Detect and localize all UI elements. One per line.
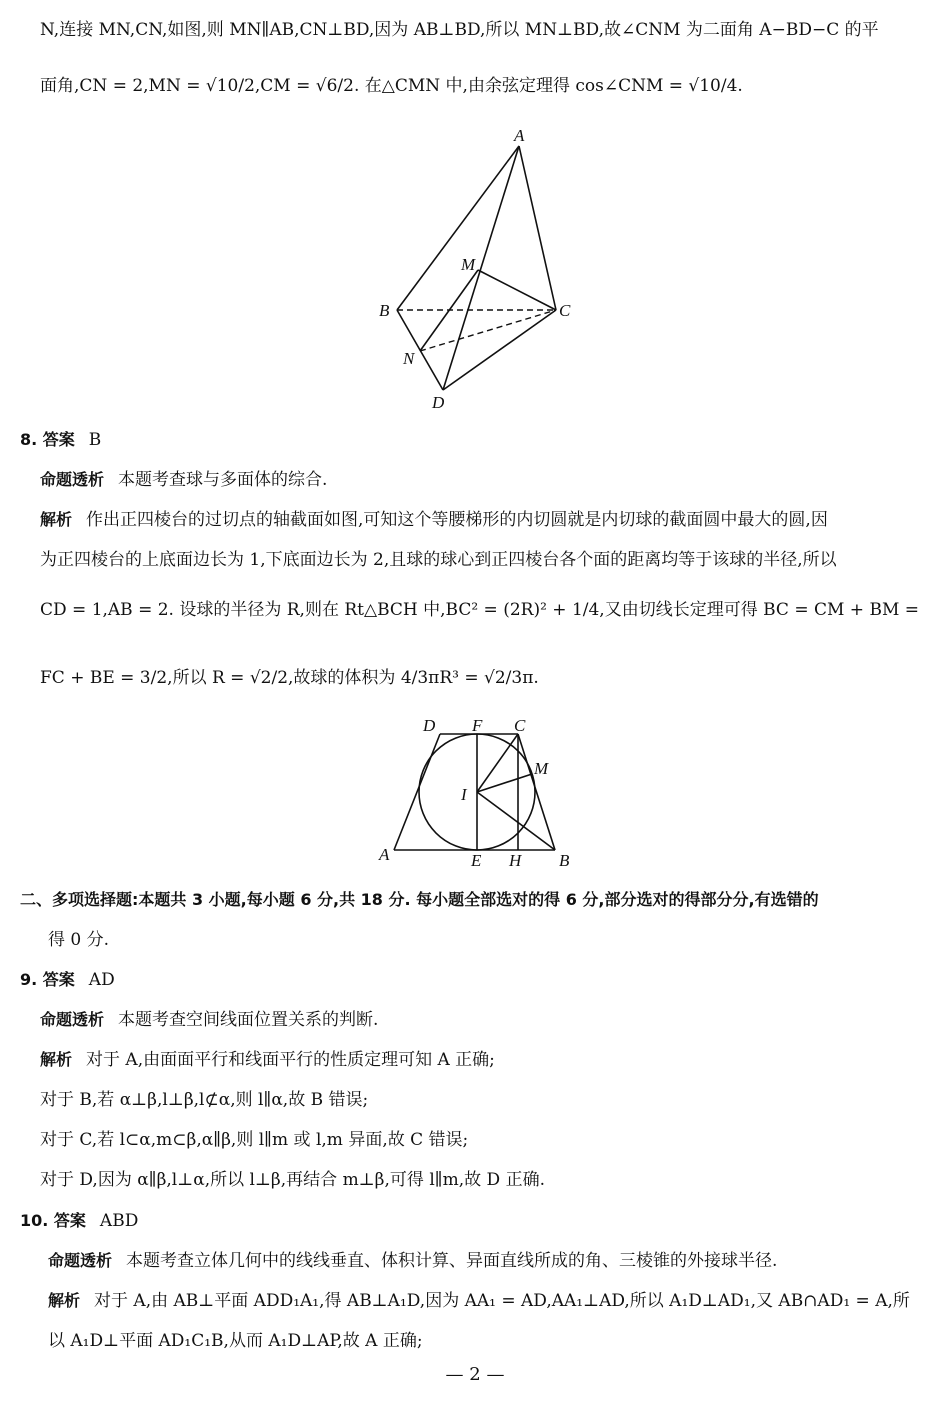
label-b: B [379,301,390,320]
text-line: 对于 B,若 α⊥β,l⊥β,l⊄α,则 l∥α,故 B 错误; [40,1090,369,1110]
tou-text: 本题考查立体几何中的线线垂直、体积计算、异面直线所成的角、三棱锥的外接球半径. [126,1251,778,1271]
label-e: E [471,851,482,870]
q9-tou [40,1008,378,1032]
label-m: M [461,255,476,274]
tou-label: 命题透析 [40,470,105,489]
text-line: N,连接 MN,CN,如图,则 MN∥AB,CN⊥BD,因为 AB⊥BD,所以 MN⊥BD,故∠CNM 为二面角 A−BD−C 的平 [40,20,879,40]
label-n: N [403,349,415,368]
jie-label: 解析 [40,1050,73,1069]
text-line: 对于 C,若 l⊂α,m⊂β,α∥β,则 l∥m 或 l,m 异面,故 C 错误; [40,1130,469,1150]
label-d: D [423,716,436,735]
text-line: FC + BE = 3/2,所以 R = √2/2,故球的体积为 4/3πR³ = √2/3π. [40,668,539,688]
jie-text: 对于 A,由 AB⊥平面 ADD₁A₁,得 AB⊥A₁D,因为 AA₁ = AD,AA₁⊥AD,所以 A₁D⊥AD₁,又 AB∩AD₁ = A,所 [94,1291,910,1311]
answer-label: 8. 答案 [20,430,75,449]
page-number: — 2 — [445,1364,505,1385]
text-line: CD = 1,AB = 2. 设球的半径为 R,则在 Rt△BCH 中,BC² = (2R)² + 1/4,又由切线长定理可得 BC = CM + BM = [40,600,919,620]
answer-value: AD [88,970,115,990]
label-d: D [432,393,445,412]
label-m: M [534,759,549,778]
label-f: F [472,716,483,735]
q9-jie [40,1048,495,1072]
answer-value: ABD [99,1211,139,1231]
section-heading: 二、多项选择题:本题共 3 小题,每小题 6 分,共 18 分. 每小题全部选对的得 6 分,部分选对的得部分分,有选错的 [20,890,819,909]
jie-label: 解析 [40,510,73,529]
jie-text: 对于 A,由面面平行和线面平行的性质定理可知 A 正确; [86,1050,495,1070]
tou-text: 本题考查空间线面位置关系的判断. [118,1010,379,1030]
text-line: 面角,CN = 2,MN = √10/2,CM = √6/2. 在△CMN 中,由余弦定理得 cos∠CNM = √10/4. [40,76,743,96]
q10-header [20,1209,138,1233]
answer-label: 10. 答案 [20,1211,86,1230]
jie-text: 作出正四棱台的过切点的轴截面如图,可知这个等腰梯形的内切圆就是内切球的截面圆中最大的圆,因 [86,510,828,530]
label-b: B [559,851,570,870]
q9-header [20,968,115,992]
tou-label: 命题透析 [40,1010,105,1029]
label-a: A [379,845,390,864]
label-c: C [559,301,571,320]
text-line: 以 A₁D⊥平面 AD₁C₁B,从而 A₁D⊥AP,故 A 正确; [48,1331,423,1351]
q10-jie [48,1289,910,1313]
text-line: 得 0 分. [48,930,110,950]
label-c: C [514,716,526,735]
answer-value: B [88,430,102,450]
label-h: H [509,851,522,870]
text-line: 对于 D,因为 α∥β,l⊥α,所以 l⊥β,再结合 m⊥β,可得 l∥m,故 D 正确. [40,1170,545,1190]
tou-label: 命题透析 [48,1251,113,1270]
answer-label: 9. 答案 [20,970,75,989]
q10-tou [48,1249,777,1273]
tou-text: 本题考查球与多面体的综合. [118,470,328,490]
label-i: I [461,785,467,804]
label-a: A [514,126,525,145]
jie-label: 解析 [48,1291,81,1310]
text-line: 为正四棱台的上底面边长为 1,下底面边长为 2,且球的球心到正四棱台各个面的距离均等于该球的半径,所以 [40,550,837,570]
